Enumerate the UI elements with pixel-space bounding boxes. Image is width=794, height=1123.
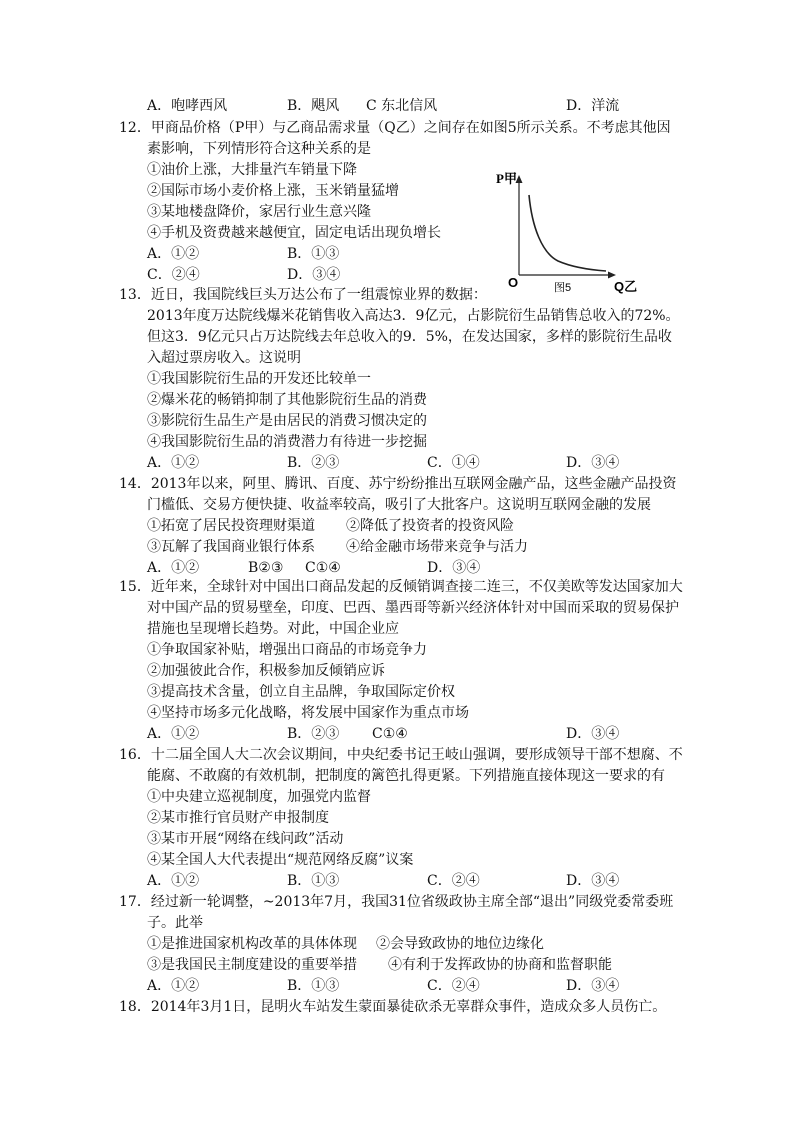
q17-item-3: ③是我国民主制度建设的重要举措: [147, 957, 357, 973]
q12-option-d: D．③④: [287, 267, 341, 283]
q13-stem-line-4: 入超过票房收入。这说明: [147, 350, 301, 366]
q16-stem-line-1: 16．十二届全国人大二次会议期间，中央纪委书记王岐山强调，要形成领导干部不想腐、不: [119, 747, 683, 763]
q17-option-c: C．②④: [427, 978, 480, 994]
q12-stem-line-1: 12．甲商品价格（P甲）与乙商品需求量（Q乙）之间存在如图5所示关系。不考虑其他因: [119, 120, 671, 136]
q13-item-1: ①我国影院衍生品的开发还比较单一: [147, 371, 371, 387]
graph-y-label: P甲: [496, 171, 517, 186]
q13-option-a: A．①②: [147, 455, 200, 471]
q12-option-a: A．①②: [147, 246, 200, 262]
graph-origin-label: O: [508, 275, 519, 290]
q11-option-b: B．飓风: [287, 98, 340, 114]
q12-option-b: B．①③: [287, 246, 340, 262]
q13-stem-line-1: 13．近日，我国院线巨头万达公布了一组震惊业界的数据：: [119, 287, 487, 303]
q17-option-b: B．①③: [287, 978, 340, 994]
q13-stem-line-3: 但这3．9亿元只占万达院线去年总收入的9．5%，在发达国家，多样的影院衍生品收: [147, 329, 672, 345]
q11-option-a: A．咆哮西风: [147, 98, 228, 114]
q17-item-1: ①是推进国家机构改革的具体体现: [147, 936, 357, 952]
q12-option-c: C．②④: [147, 267, 200, 283]
q17-stem-line-1: 17．经过新一轮调整，~2013年7月，我国31位省级政协主席全部“退出”同级党委常委班: [119, 894, 674, 910]
q16-item-2: ②某市推行官员财产申报制度: [147, 810, 329, 826]
q15-stem-line-3: 措施也呈现增长趋势。对此，中国企业应: [147, 621, 399, 637]
q14-item-1: ①拓宽了居民投资理财渠道: [147, 518, 315, 534]
q13-stem-line-2: 2013年度万达院线爆米花销售收入高达3．9亿元，占影院衍生品销售总收入的72%。: [147, 308, 680, 324]
q14-option-a: A．①②: [147, 560, 200, 576]
q15-item-3: ③提高技术含量，创立自主品牌，争取国际定价权: [147, 684, 455, 700]
q17-item-4: ④有利于发挥政协的协商和监督职能: [388, 957, 612, 973]
q17-option-a: A．①②: [147, 978, 200, 994]
q15-item-1: ①争取国家补贴，增强出口商品的市场竞争力: [147, 642, 427, 658]
q16-option-d: D．③④: [566, 873, 620, 889]
q16-option-a: A．①②: [147, 873, 200, 889]
q13-option-c: C．①④: [427, 455, 480, 471]
q15-option-c: C①④: [372, 726, 408, 742]
q12-item-2: ②国际市场小麦价格上涨，玉米销量猛增: [147, 183, 399, 199]
q14-stem-line-1: 14．2013年以来，阿里、腾讯、百度、苏宁纷纷推出互联网金融产品，这些金融产品投资: [119, 476, 677, 492]
q14-option-b: B②③: [248, 560, 284, 576]
q16-option-b: B．①③: [287, 873, 340, 889]
q14-item-3: ③瓦解了我国商业银行体系: [147, 539, 315, 555]
q14-item-2: ②降低了投资者的投资风险: [346, 518, 514, 534]
figure-5-graph: [492, 167, 642, 295]
q15-item-2: ②加强彼此合作，积极参加反倾销应诉: [147, 663, 385, 679]
q16-item-3: ③某市开展“网络在线问政”活动: [147, 831, 344, 847]
q14-item-4: ④给金融市场带来竞争与活力: [346, 539, 528, 555]
q15-item-4: ④坚持市场多元化战略，将发展中国家作为重点市场: [147, 705, 469, 721]
q11-option-c: C 东北信风: [366, 98, 438, 114]
q18-stem-line-1: 18．2014年3月1日，昆明火车站发生蒙面暴徒砍杀无辜群众事件，造成众多人员伤亡。: [119, 999, 667, 1015]
q13-item-3: ③影院衍生品生产是由居民的消费习惯决定的: [147, 413, 427, 429]
q13-option-b: B．②③: [287, 455, 340, 471]
q12-item-4: ④手机及资费越来越便宜，固定电话出现负增长: [147, 225, 441, 241]
q17-option-d: D．③④: [566, 978, 620, 994]
q13-item-2: ②爆米花的畅销抑制了其他影院衍生品的消费: [147, 392, 427, 408]
q16-item-1: ①中央建立巡视制度，加强党内监督: [147, 789, 371, 805]
q11-option-d: D．洋流: [566, 98, 620, 114]
graph-x-label: Q乙: [614, 279, 638, 294]
q17-item-2: ②会导致政协的地位边缘化: [376, 936, 544, 952]
q15-option-a: A．①②: [147, 726, 200, 742]
q14-option-c: C①④: [305, 560, 341, 576]
q17-stem-line-2: 子。此举: [147, 915, 203, 931]
q15-stem-line-1: 15．近年来，全球针对中国出口商品发起的反倾销调查接二连三，不仅美欧等发达国家加大: [119, 579, 683, 595]
graph-caption: 图5: [554, 282, 572, 294]
graph-curve: [529, 195, 606, 271]
q12-item-1: ①油价上涨，大排量汽车销量下降: [147, 162, 357, 178]
q14-stem-line-2: 门槛低、交易方便快捷、收益率较高，吸引了大批客户。这说明互联网金融的发展: [147, 497, 651, 513]
q15-option-b: B．②③: [287, 726, 340, 742]
q16-option-c: C．②④: [427, 873, 480, 889]
q12-stem-line-2: 素影响，下列情形符合这种关系的是: [147, 141, 371, 157]
q15-option-d: D．③④: [566, 726, 620, 742]
q13-item-4: ④我国影院衍生品的消费潜力有待进一步挖掘: [147, 434, 427, 450]
q14-option-d: D．③④: [427, 560, 481, 576]
q12-item-3: ③某地楼盘降价，家居行业生意兴隆: [147, 204, 371, 220]
q16-item-4: ④某全国人大代表提出“规范网络反腐”议案: [147, 852, 414, 868]
q13-option-d: D．③④: [566, 455, 620, 471]
q16-stem-line-2: 能腐、不敢腐的有效机制，把制度的篱笆扎得更紧。下列措施直接体现这一要求的有: [147, 768, 665, 784]
q15-stem-line-2: 对中国产品的贸易壁垒，印度、巴西、墨西哥等新兴经济体针对中国而采取的贸易保护: [147, 600, 679, 616]
